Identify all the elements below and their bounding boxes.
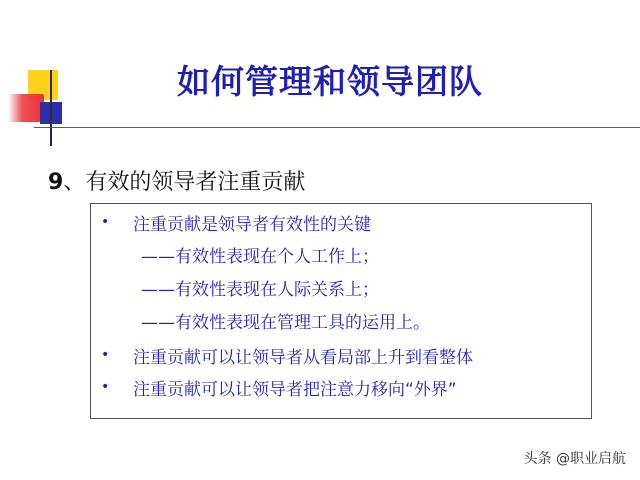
sub-list-item: ——有效性表现在管理工具的运用上。	[141, 313, 430, 333]
deco-vertical-line	[50, 70, 52, 146]
bullet-marker: •	[101, 347, 110, 363]
deco-red-square	[8, 94, 44, 122]
section-heading-text: 、有效的领导者注重贡献	[63, 170, 306, 195]
watermark: 头条 @职业启航	[523, 451, 626, 467]
bullet-marker: •	[101, 379, 110, 395]
sub-list-item: ——有效性表现在个人工作上；	[141, 247, 379, 267]
list-item: 注重贡献是领导者有效性的关键	[133, 215, 371, 235]
section-number: 9	[48, 170, 64, 195]
section-heading	[48, 165, 305, 196]
title-underline	[34, 127, 640, 128]
content-box	[90, 203, 592, 419]
decorative-logo	[0, 60, 80, 140]
list-item: 注重贡献可以让领导者把注意力移向“外界”	[133, 380, 457, 400]
sub-list-item: ——有效性表现在人际关系上；	[141, 280, 379, 300]
bullet-marker: •	[101, 214, 110, 230]
slide-title: 如何管理和领导团队	[177, 62, 483, 101]
list-item: 注重贡献可以让领导者从看局部上升到看整体	[133, 348, 473, 368]
